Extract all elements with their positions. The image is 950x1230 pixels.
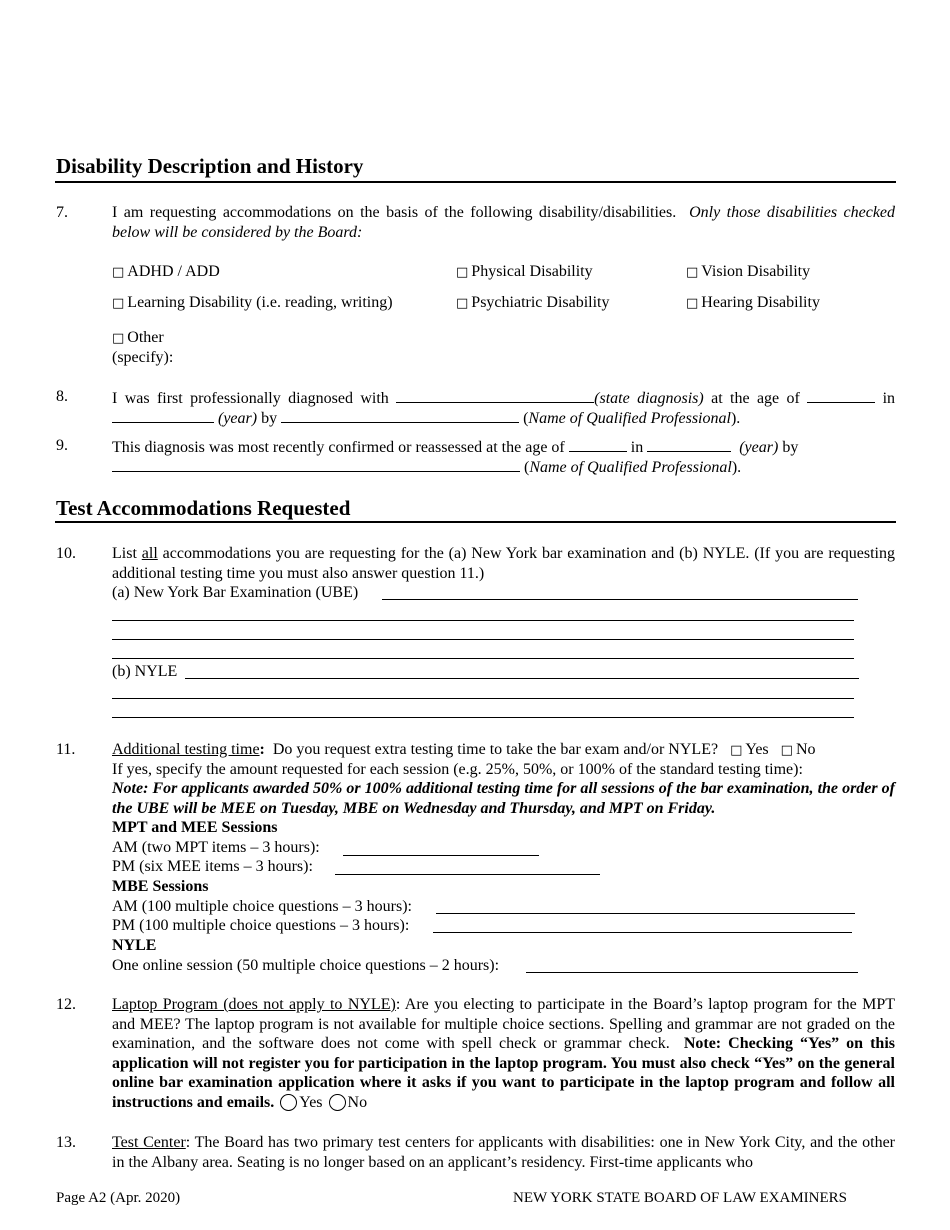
q7-note: Only those disabilities checked below will be considered by the Board: <box>112 204 896 241</box>
nyle-session-field[interactable] <box>526 972 858 973</box>
checkbox-icon: □ <box>686 265 699 280</box>
q11-question: Do you request extra testing time to take the bar exam and/or NYLE? <box>272 741 719 758</box>
radio-yes[interactable] <box>280 1094 297 1111</box>
q13-text: : The Board has two primary test centers for applicants with disabilities: one in New York City, and the other in the Albany area. Seating is no longer based on an applicant’s residency. First-time applicants who <box>112 1134 895 1171</box>
checkbox-label: No <box>795 741 816 758</box>
q10-text: accommodations you are requesting for the (a) New York bar examination and (b) NYLE. (If you are requesting additional testing time you must also answer question 11.) <box>112 545 896 582</box>
checkbox-label: Other <box>127 329 164 346</box>
pm-mbe-field[interactable] <box>433 932 852 933</box>
checkbox-adhd[interactable] <box>112 262 220 283</box>
nyle-session-label: One online session (50 multiple choice questions – 2 hours): <box>112 957 500 974</box>
mbe-heading: MBE Sessions <box>112 878 209 895</box>
question-number: 13. <box>56 1134 76 1151</box>
year-field[interactable] <box>112 407 214 423</box>
q7-statement: I am requesting accommodations on the basis of the following disability/disabilities. <box>112 204 677 221</box>
year-field[interactable] <box>647 436 731 452</box>
checkbox-icon: □ <box>780 743 793 758</box>
radio-no[interactable] <box>329 1094 346 1111</box>
diagnosis-field[interactable] <box>396 387 594 403</box>
question-number: 8. <box>56 388 68 405</box>
q11-note: Note: For applicants awarded 50% or 100% additional testing time for all sessions of the bar examination, the order of the UBE will be MEE on Tuesday, MBE on Wednesday and Thursday, and MPT on Friday. <box>112 780 895 817</box>
checkbox-icon: □ <box>112 331 125 346</box>
checkbox-label: Psychiatric Disability <box>471 294 610 311</box>
radio-yes-label: Yes <box>299 1093 323 1111</box>
professional-name-field[interactable] <box>281 407 519 423</box>
checkbox-label: Hearing Disability <box>701 294 820 311</box>
nyle-answer-line[interactable] <box>185 678 859 679</box>
nyle-answer-line[interactable] <box>112 717 854 718</box>
pm-mbe-label: PM (100 multiple choice questions – 3 hours): <box>112 917 410 934</box>
q8-text: ). <box>730 410 741 427</box>
question-number: 7. <box>56 204 68 221</box>
q9-text: This diagnosis was most recently confirmed or reassessed at the age of <box>112 439 565 456</box>
q9-name-qualified-professional: Name of Qualified Professional <box>529 459 732 476</box>
q9-text: by <box>782 439 799 456</box>
footer-page: Page A2 (Apr. 2020) <box>56 1190 181 1206</box>
section-divider <box>55 181 896 183</box>
q8-text: I was first professionally diagnosed with <box>112 390 389 407</box>
q11-ifyes: If yes, specify the amount requested for each session (e.g. 25%, 50%, or 100% of the standard testing time): <box>112 761 803 778</box>
checkbox-icon: □ <box>456 265 469 280</box>
section-title-disability: Disability Description and History <box>56 154 364 178</box>
q9-text: in <box>630 439 644 456</box>
checkbox-icon: □ <box>112 265 125 280</box>
professional-name-field[interactable] <box>112 456 520 472</box>
checkbox-label: Physical Disability <box>471 263 593 280</box>
am-mbe-field[interactable] <box>436 913 855 914</box>
q8-text: ( <box>523 410 529 427</box>
checkbox-label: Learning Disability (i.e. reading, writing) <box>127 294 393 311</box>
pm-mee-label: PM (six MEE items – 3 hours): <box>112 858 313 875</box>
question-7-text <box>112 203 895 242</box>
checkbox-icon: □ <box>730 743 743 758</box>
question-number: 9. <box>56 437 68 454</box>
checkbox-no[interactable] <box>781 741 816 758</box>
am-mbe-label: AM (100 multiple choice questions – 3 hours): <box>112 898 412 915</box>
q8-text: by <box>261 410 278 427</box>
q11-colon: : <box>259 741 265 758</box>
question-9-line-2 <box>112 456 895 478</box>
am-mpt-label: AM (two MPT items – 3 hours): <box>112 839 320 856</box>
question-13-text <box>112 1133 895 1172</box>
ube-answer-line[interactable] <box>112 620 854 621</box>
question-number: 12. <box>56 996 76 1013</box>
ube-answer-line[interactable] <box>112 658 854 659</box>
q8-state-diagnosis: (state diagnosis) <box>594 390 704 407</box>
q12-text: : Are you electing to participate in the Board’s laptop program for the MPT and MEE? The laptop program is not available for multiple choice sections. Spelling and grammar are not graded on the examination, and the software does not come with spell check or grammar check. <box>112 996 896 1052</box>
nyle-label: (b) NYLE <box>112 663 178 680</box>
q10-emphasis: all <box>141 545 158 562</box>
question-12-text <box>112 995 895 1112</box>
question-9-line-1 <box>112 436 895 458</box>
question-number: 10. <box>56 545 76 562</box>
ube-label: (a) New York Bar Examination (UBE) <box>112 584 359 601</box>
checkbox-icon: □ <box>686 296 699 311</box>
q9-year-label: (year) <box>739 439 779 456</box>
checkbox-label: Yes <box>745 741 769 758</box>
q11-title: Additional testing time <box>112 741 260 758</box>
checkbox-other[interactable] <box>112 328 164 349</box>
checkbox-label: ADHD / ADD <box>127 263 220 280</box>
q12-bold-note: Note: Checking “Yes” on this application will not register you for participation in the laptop program. You must also check “Yes” on the general online bar examination application where it asks if you want to participate in the laptop program and follow all instructions and emails. <box>112 1035 895 1111</box>
checkbox-hearing[interactable] <box>686 293 820 314</box>
question-11-line-1 <box>112 740 895 761</box>
checkbox-physical[interactable] <box>456 262 593 283</box>
q12-title: Laptop Program (does not apply to NYLE) <box>112 996 396 1013</box>
footer-org: NEW YORK STATE BOARD OF LAW EXAMINERS <box>513 1190 847 1206</box>
age-field[interactable] <box>807 387 875 403</box>
q8-text: at the age of <box>711 390 800 407</box>
question-8-line-2 <box>112 407 895 429</box>
pm-mee-field[interactable] <box>335 874 600 875</box>
am-mpt-field[interactable] <box>343 855 539 856</box>
checkbox-vision[interactable] <box>686 262 810 283</box>
age-field[interactable] <box>569 436 627 452</box>
q9-text: ( <box>524 459 530 476</box>
ube-answer-line[interactable] <box>382 599 858 600</box>
other-specify-label: (specify): <box>112 349 174 366</box>
q8-text: in <box>882 390 896 407</box>
q8-name-qualified-professional: Name of Qualified Professional <box>528 410 731 427</box>
checkbox-icon: □ <box>456 296 469 311</box>
nyle-heading: NYLE <box>112 937 157 954</box>
q10-text: List <box>112 545 137 562</box>
q8-year-label: (year) <box>218 410 258 427</box>
checkbox-icon: □ <box>112 296 125 311</box>
question-10-text <box>112 544 895 583</box>
question-number: 11. <box>56 741 76 758</box>
section-title-accommodations: Test Accommodations Requested <box>56 496 351 520</box>
checkbox-learning[interactable] <box>112 293 393 314</box>
ube-answer-line[interactable] <box>112 639 854 640</box>
radio-no-label: No <box>347 1093 368 1111</box>
q13-title: Test Center <box>112 1134 186 1151</box>
question-8-line-1 <box>112 387 895 409</box>
checkbox-psychiatric[interactable] <box>456 293 610 314</box>
q9-text: ). <box>731 459 742 476</box>
nyle-answer-line[interactable] <box>112 698 854 699</box>
mpt-mee-heading: MPT and MEE Sessions <box>112 819 278 836</box>
checkbox-yes[interactable] <box>730 741 769 758</box>
checkbox-label: Vision Disability <box>701 263 811 280</box>
section-divider <box>55 521 896 523</box>
